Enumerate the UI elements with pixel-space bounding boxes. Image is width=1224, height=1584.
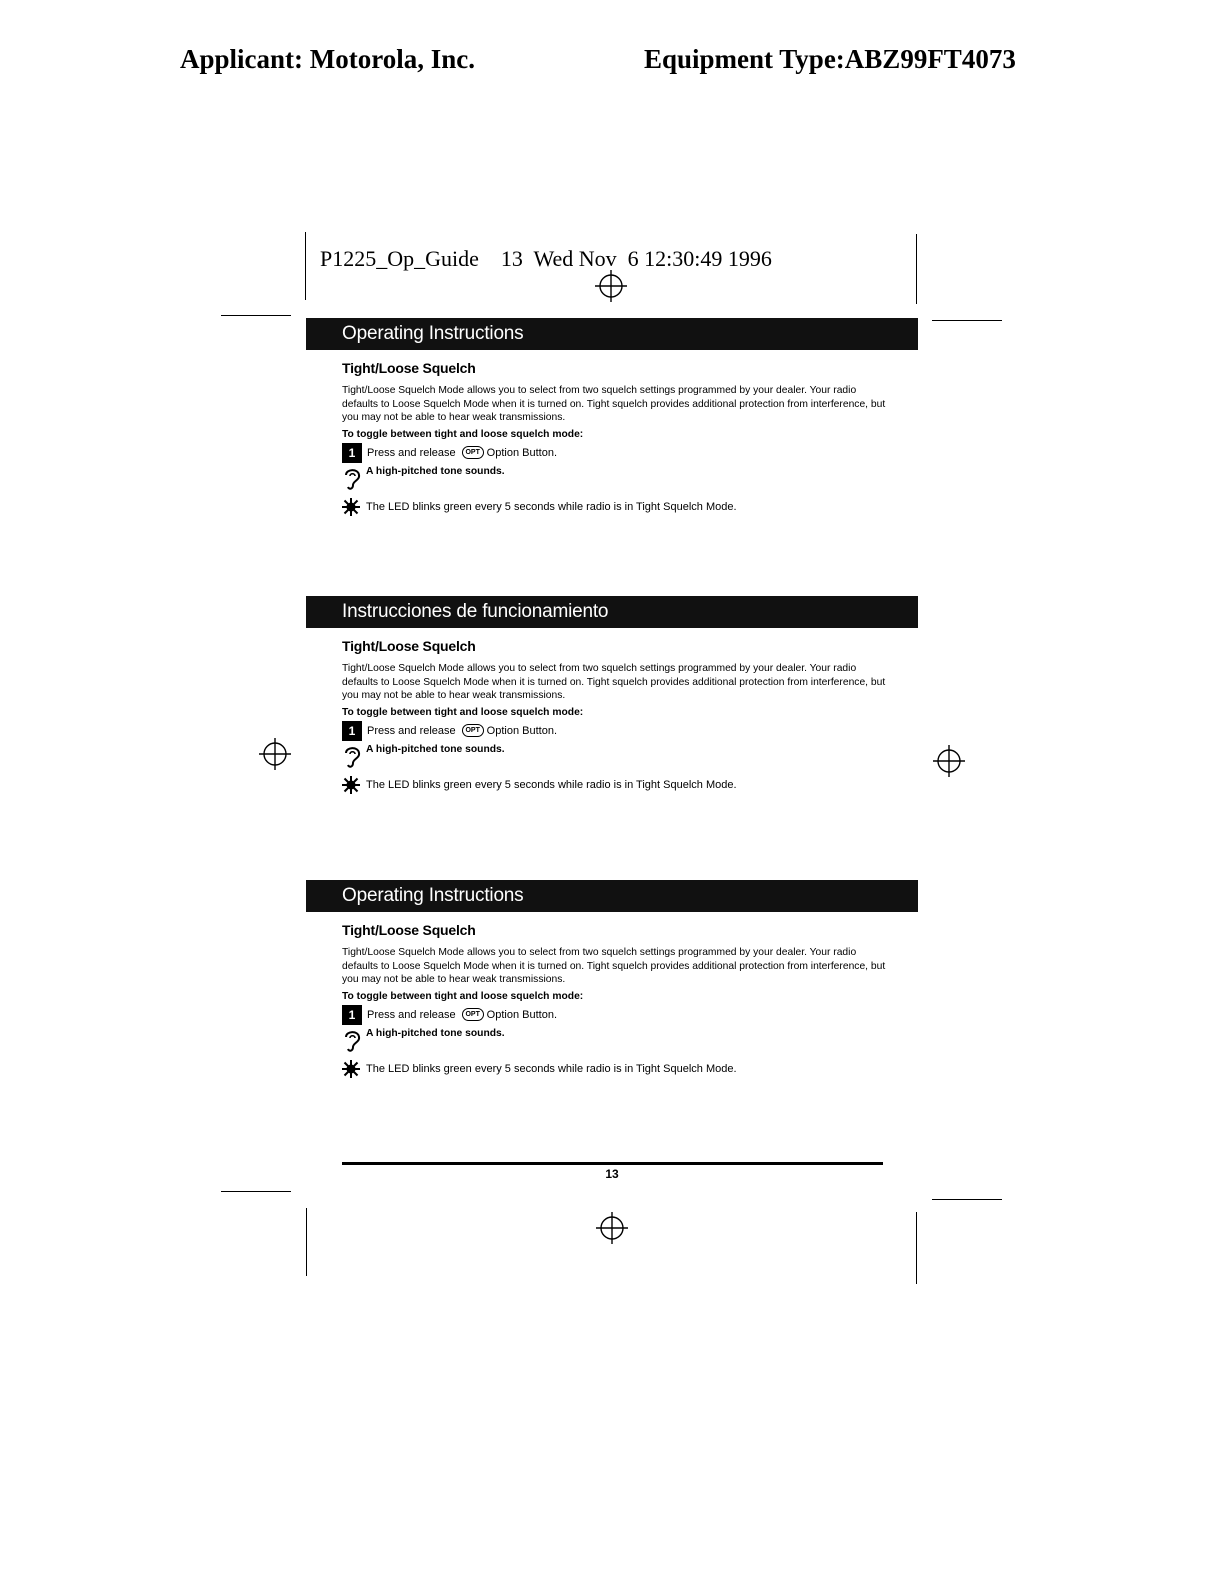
crop-mark-right-upper bbox=[932, 320, 1002, 321]
step-row bbox=[342, 443, 888, 463]
registration-mark-icon bbox=[259, 738, 291, 770]
section-title-bar: Operating Instructions bbox=[306, 318, 918, 350]
tone-text: A high-pitched tone sounds. bbox=[366, 465, 505, 477]
step-number-badge: 1 bbox=[342, 443, 362, 463]
section-subtitle: Tight/Loose Squelch bbox=[342, 360, 476, 376]
registration-mark-icon bbox=[596, 1212, 628, 1244]
section-subtitle: Tight/Loose Squelch bbox=[342, 922, 476, 938]
opt-button-icon: OPT bbox=[462, 1008, 484, 1021]
toggle-instruction: To toggle between tight and loose squelch mode: bbox=[342, 428, 584, 440]
led-icon bbox=[342, 498, 360, 516]
crop-mark-top-right bbox=[916, 234, 917, 304]
crop-mark-top-left bbox=[305, 232, 306, 300]
crop-mark-bottom-right bbox=[916, 1212, 917, 1284]
registration-mark-icon bbox=[595, 270, 627, 302]
step-row bbox=[342, 721, 888, 741]
led-icon bbox=[342, 776, 360, 794]
section-paragraph: Tight/Loose Squelch Mode allows you to select from two squelch settings programmed by your dealer. Your radio defaults to Loose Squelch Mode when it is turned on. Tight squelch provides additional protection from interference, but you may not be able to hear weak transmissions. bbox=[342, 947, 886, 985]
section-subtitle: Tight/Loose Squelch bbox=[342, 638, 476, 654]
crop-mark-left-lower bbox=[221, 1191, 291, 1192]
led-note bbox=[342, 1060, 888, 1078]
led-note bbox=[342, 776, 888, 794]
crop-mark-right-lower bbox=[932, 1199, 1002, 1200]
led-text: The LED blinks green every 5 seconds while radio is in Tight Squelch Mode. bbox=[366, 1062, 737, 1075]
step-number-badge: 1 bbox=[342, 721, 362, 741]
toggle-instruction: To toggle between tight and loose squelch mode: bbox=[342, 706, 584, 718]
led-icon bbox=[342, 1060, 360, 1078]
tone-note bbox=[342, 466, 888, 492]
crop-mark-left-upper bbox=[221, 315, 291, 316]
opt-button-icon: OPT bbox=[462, 724, 484, 737]
opt-button-icon: OPT bbox=[462, 446, 484, 459]
instruction-section bbox=[306, 880, 918, 1078]
step-text-post: Option Button. bbox=[486, 446, 557, 459]
tone-note bbox=[342, 1028, 888, 1054]
tone-text: A high-pitched tone sounds. bbox=[366, 743, 505, 755]
step-text-post: Option Button. bbox=[486, 1008, 557, 1021]
step-text-pre: Press and release bbox=[367, 724, 456, 737]
ear-icon bbox=[342, 744, 364, 770]
print-slug-line: P1225_Op_Guide 13 Wed Nov 6 12:30:49 1996 bbox=[320, 246, 772, 271]
section-title-bar: Instrucciones de funcionamiento bbox=[306, 596, 918, 628]
section-paragraph: Tight/Loose Squelch Mode allows you to select from two squelch settings programmed by your dealer. Your radio defaults to Loose Squelch Mode when it is turned on. Tight squelch provides additional protection from interference, but you may not be able to hear weak transmissions. bbox=[342, 663, 886, 701]
step-number-badge: 1 bbox=[342, 1005, 362, 1025]
ear-icon bbox=[342, 466, 364, 492]
registration-mark-icon bbox=[933, 745, 965, 777]
crop-mark-bottom-left bbox=[306, 1208, 307, 1276]
led-text: The LED blinks green every 5 seconds while radio is in Tight Squelch Mode. bbox=[366, 778, 737, 791]
tone-note bbox=[342, 744, 888, 770]
step-text-pre: Press and release bbox=[367, 446, 456, 459]
led-text: The LED blinks green every 5 seconds while radio is in Tight Squelch Mode. bbox=[366, 500, 737, 513]
instruction-section bbox=[306, 318, 918, 516]
tone-text: A high-pitched tone sounds. bbox=[366, 1027, 505, 1039]
step-text-post: Option Button. bbox=[486, 724, 557, 737]
footer-rule bbox=[342, 1162, 883, 1165]
step-text-pre: Press and release bbox=[367, 1008, 456, 1021]
ear-icon bbox=[342, 1028, 364, 1054]
section-title-bar: Operating Instructions bbox=[306, 880, 918, 912]
step-row bbox=[342, 1005, 888, 1025]
page-number: 13 bbox=[605, 1167, 619, 1181]
toggle-instruction: To toggle between tight and loose squelch mode: bbox=[342, 990, 584, 1002]
applicant-heading: Applicant: Motorola, Inc. bbox=[180, 44, 475, 74]
equipment-type-heading: Equipment Type:ABZ99FT4073 bbox=[644, 44, 1016, 74]
led-note bbox=[342, 498, 888, 516]
section-paragraph: Tight/Loose Squelch Mode allows you to select from two squelch settings programmed by your dealer. Your radio defaults to Loose Squelch Mode when it is turned on. Tight squelch provides additional protection from interference, but you may not be able to hear weak transmissions. bbox=[342, 385, 886, 423]
instruction-section bbox=[306, 596, 918, 794]
